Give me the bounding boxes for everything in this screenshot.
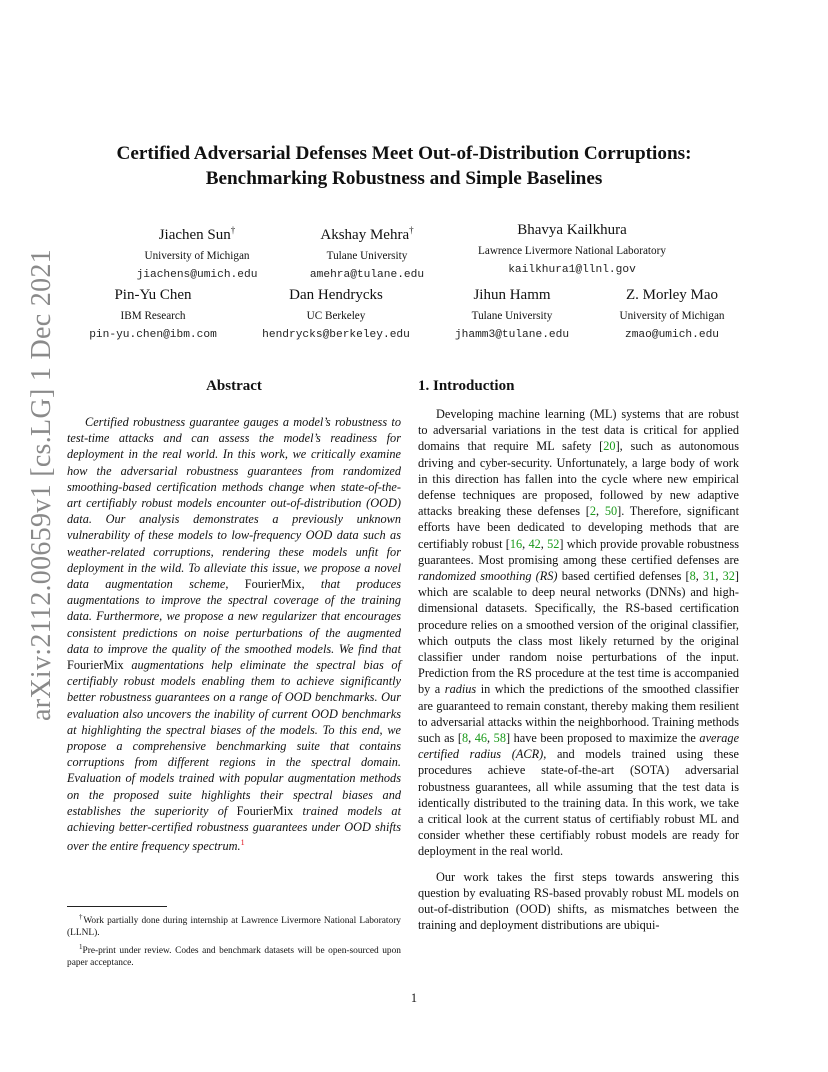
author-block <box>68 286 238 342</box>
footnote-mark: † <box>79 913 84 921</box>
author-affiliation: Lawrence Livermore National Laboratory <box>478 245 666 257</box>
citation-link[interactable]: 20 <box>603 439 616 454</box>
author-mark: † <box>230 225 236 235</box>
author-email[interactable]: amehra@tulane.edu <box>309 269 425 281</box>
intro-text: ]. Therefore, significant efforts have been dedicated to developing methods that are certifiably robust [ <box>418 504 739 551</box>
footnote-text: Pre-print under review. Codes and benchmark datasets will be open-sourced upon paper acceptance. <box>67 946 401 968</box>
footnote-rule <box>67 906 167 907</box>
title-line-2: Benchmarking Robustness and Simple Baselines <box>205 168 603 189</box>
title-line-1: Certified Adversarial Defenses Meet Out-of-Distribution Corruptions: <box>116 143 692 164</box>
author-block <box>246 286 426 342</box>
arxiv-stamp <box>22 0 62 1072</box>
abstract-text: trained models at achieving better-certified robustness guarantees under OOD shifts over the entire frequency spectrum. <box>67 803 401 854</box>
footnotes <box>67 911 401 971</box>
citation-link[interactable]: 52 <box>547 536 560 551</box>
author-affiliation: IBM Research <box>120 310 186 322</box>
footnote <box>67 911 401 939</box>
citation-link[interactable]: 58 <box>493 731 506 746</box>
introduction-body <box>418 406 739 934</box>
method-name: FourierMix <box>244 577 302 592</box>
abstract-text: Certified robustness guarantee gauges a model’s robustness to test-time attacks and can assess the model’s readiness for deployment in the real world. In this work, we critically examine how the adversarial robustness guarantees from randomized smoothing-based certification methods change when state-of-the-art certifiably robust models encounter out-of-distribution (OOD) data. Our analysis demonstrates a previously unknown vulnerability of these models to low-frequency OOD data such as weather-related corruptions, rendering these models unfit for deployment in the wild. To alleviate this issue, we propose a novel data augmentation scheme, <box>67 415 401 592</box>
citation-link[interactable]: 8 <box>689 569 696 584</box>
introduction-heading: 1. Introduction <box>418 378 515 394</box>
citation-link[interactable]: 8 <box>461 731 469 746</box>
author-affiliation: Tulane University <box>471 310 553 322</box>
author-block <box>437 286 587 342</box>
intro-paragraph-1: Developing machine learning (ML) systems that are robust to adversarial variations in the test data is critical for applied domains that require ML safety [20], such as autonomous driving and cyber-security. Unfortunately, a large body of work in this direction has fallen into the cycle where new empirical defense techniques are proposed, followed by new adaptive attacks breaking these defenses [2, 50]. Therefore, significant efforts have been dedicated to developing methods that are certifiably robust [16, 42, 52] which provide provable robustness guarantees. Most promising among these certified defenses are randomized smoothing (RS) based certified defenses [8, 31, 32] which are scalable to deep neural networks (DNNs) and high-dimensional datasets. Specifically, the RS-based certification procedure relies on a smoothed version of the original classifier, which outputs the class most likely returned by the original classifier under random noise perturbations of the input. Prediction from the RS procedure at the test time is accompanied by a radius in which the predictions of the smoothed classifier are guaranteed to remain constant, thereby making them resilient to adversarial attacks within the neighborhood. Training methods such as [8, 46, 58] have been proposed to maximize the average certified radius (ACR), and models trained using these procedures achieve state-of-the-art (SOTA) adversarial robustness guarantees, all while assuming that the test data is identically distributed to the training data. In this work, we take a critical look at the current status of certifiably robust ML and consider whether these certifiably robust models are ready for deployment in the real world. <box>418 407 740 859</box>
footnote-mark: 1 <box>79 943 83 951</box>
citation-link[interactable]: 50 <box>604 504 618 519</box>
author-block <box>272 221 462 282</box>
footnote-text: Work partially done during internship at Lawrence Livermore National Laboratory (LLNL). <box>67 916 401 938</box>
citation-link[interactable]: 32 <box>722 569 735 584</box>
author-mark: † <box>409 225 414 235</box>
author-name: Pin-Yu Chen <box>114 287 192 303</box>
author-name: Bhavya Kailkhura <box>517 222 627 238</box>
abstract-heading: Abstract <box>206 378 262 394</box>
intro-paragraph-2: Our work takes the first steps towards answering this question by evaluating RS-based provably robust ML models on out-of-distribution (OOD) shifts, as mismatches between the training and deployment distributions are ubiqui- <box>418 869 739 933</box>
footnote-link[interactable]: 1 <box>240 838 245 848</box>
citation-link[interactable]: 31 <box>703 569 716 584</box>
author-email[interactable]: hendrycks@berkeley.edu <box>262 329 410 341</box>
author-affiliation: UC Berkeley <box>306 310 366 322</box>
method-name: FourierMix <box>67 658 124 673</box>
author-affiliation: University of Michigan <box>619 310 725 322</box>
citation-link[interactable]: 2 <box>589 504 596 519</box>
author-name: Z. Morley Mao <box>625 287 719 303</box>
emphasis-term: radius <box>444 682 477 697</box>
author-block <box>97 221 297 282</box>
author-name: Dan Hendrycks <box>289 287 383 303</box>
intro-text: in which the predictions of the smoothed classifier are guaranteed to remain constant, thereby making them resilient to adversarial attacks within the neighborhood. Training methods such as [ <box>418 682 739 746</box>
author-block <box>452 221 692 277</box>
author-email[interactable]: zmao@umich.edu <box>625 329 719 341</box>
author-email[interactable]: pin-yu.chen@ibm.com <box>89 329 217 341</box>
author-email[interactable]: jhamm3@tulane.edu <box>454 329 570 341</box>
abstract-text: , that produces augmentations to improve the spectral coverage of the training data. Furthermore, we propose a new regularizer that encourages consistent predictions on noise perturbations of the augmented data to improve the quality of the smoothed models. We find that <box>67 577 401 656</box>
author-name: Jiachen Sun <box>158 227 231 243</box>
intro-text: Developing machine learning (ML) systems that are robust to adversarial variations in the test data is critical for applied domains that require ML safety [ <box>418 407 739 454</box>
arxiv-id: arXiv:2112.00659v1 [cs.LG] 1 Dec 2021 <box>26 249 57 721</box>
author-block <box>594 286 750 342</box>
author-affiliation: Tulane University <box>326 250 408 262</box>
intro-text: ] which are scalable to deep neural networks (DNNs) and high-dimensional datasets. Specifically, the RS-based certification procedure relies on a smoothed version of the original classifier, which outputs the class most likely returned by the original classifier under random noise perturbations of the input. Prediction from the RS procedure at the test time is accompanied by a <box>418 569 739 697</box>
emphasis-term: randomized smoothing (RS) <box>418 569 558 584</box>
author-name: Jihun Hamm <box>473 287 551 303</box>
abstract-body <box>67 414 401 854</box>
paper-title <box>90 141 718 191</box>
intro-text: ], such as autonomous driving and cyber-security. Unfortunately, a large body of work in this direction has fallen into the cycle where new empirical defense techniques are proposed, followed by new adaptive attacks breaking these defenses [ <box>418 439 739 519</box>
page-number: 1 <box>410 991 418 1005</box>
author-name: Akshay Mehra <box>320 227 410 243</box>
citation-link[interactable]: 42 <box>528 536 541 551</box>
intro-text: , and models trained using these procedures achieve state-of-the-art (SOTA) adversarial robustness guarantees, all while assuming that the test data is identically distributed to the training data. In this work, we take a critical look at the current status of certifiably robust ML and consider whether these certifiably robust models are ready for deployment in the real world. <box>418 747 739 859</box>
footnote <box>67 941 401 969</box>
citation-link[interactable]: 46 <box>474 731 488 746</box>
abstract-text: augmentations help eliminate the spectral bias of certifiably robust models enabling them to achieve significantly better robustness guarantees on a range of OOD benchmarks. Our evaluation also uncovers the inability of current OOD benchmarks at highlighting the spectral biases of the models. To this end, we propose a comprehensive benchmarking suite that contains corruptions from different regions in the spectral domain. Evaluation of models trained with popular augmentation methods on the proposed suite highlights their spectral biases and establishes the superiority of <box>67 658 401 818</box>
intro-text: ] which provide provable robustness guarantees. Most promising among these certified defenses are <box>418 536 740 567</box>
emphasis-term: average certified radius (ACR) <box>418 731 740 762</box>
author-email[interactable]: jiachens@umich.edu <box>136 269 258 281</box>
intro-text: ] have been proposed to maximize the <box>505 731 696 746</box>
author-email[interactable]: kailkhura1@llnl.gov <box>508 264 636 276</box>
citation-link[interactable]: 16 <box>509 536 523 551</box>
author-affiliation: University of Michigan <box>144 250 250 262</box>
method-name: FourierMix <box>236 803 294 818</box>
intro-text: based certified defenses [ <box>561 569 690 584</box>
